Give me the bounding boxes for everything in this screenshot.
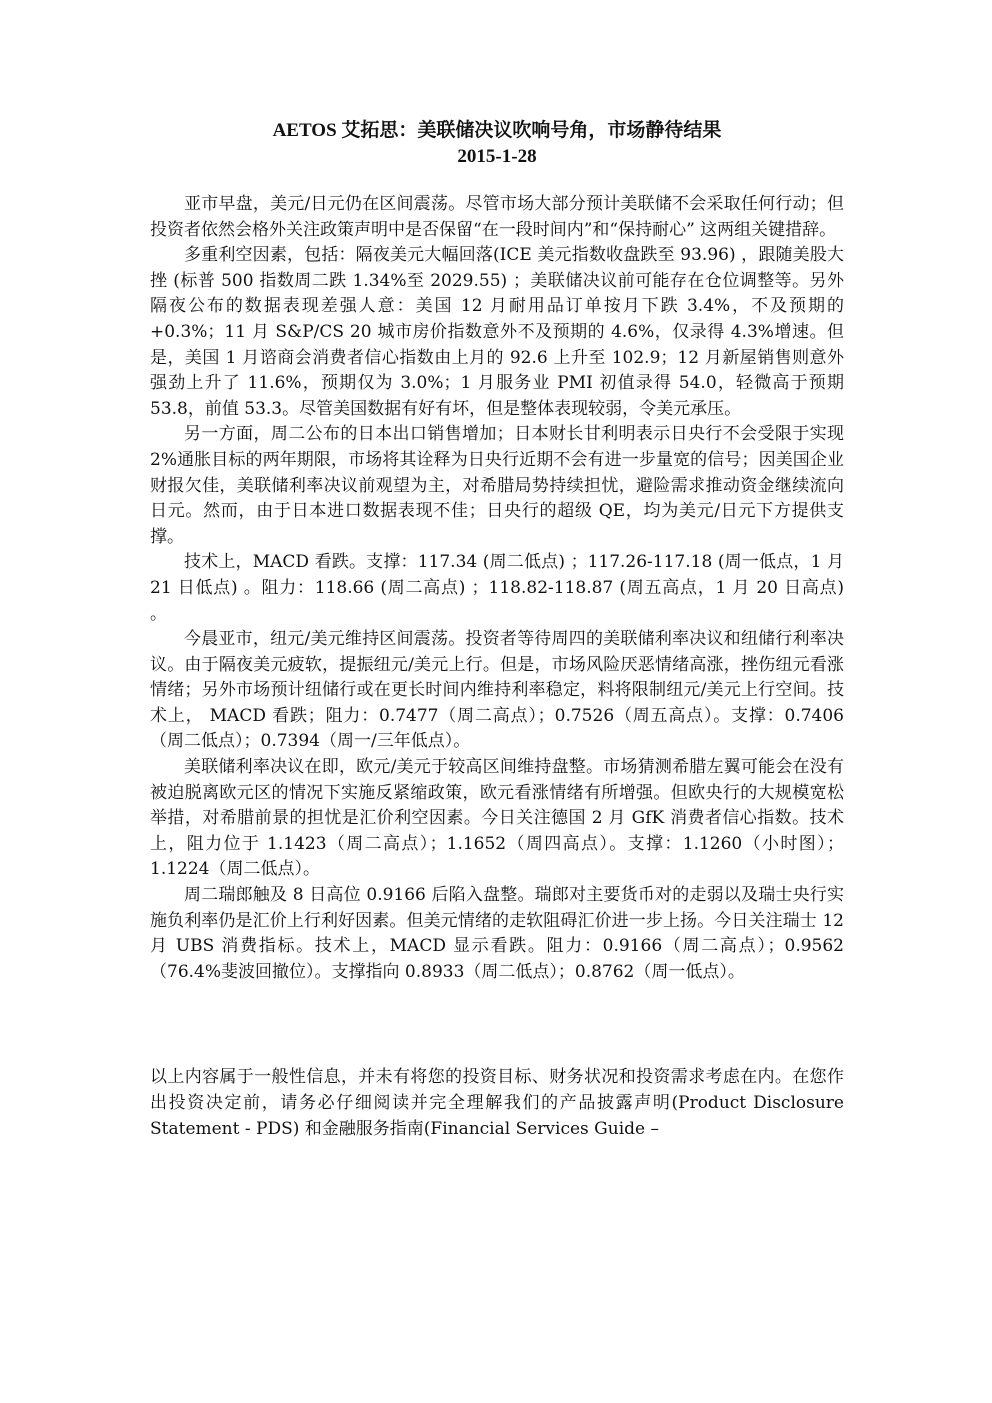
- paragraph-3: 另一方面，周二公布的日本出口销售增加；日本财长甘利明表示日央行不会受限于实现 2%通胀目标的两年期限，市场将其诠释为日央行近期不会有进一步量宽的信号；因美国企业财报欠佳，美联储利率决议前观望为主，对希腊局势持续担忧，避险需求推动资金继续流向日元。然而，由于日本进口数据表现不佳；日央行的超级 QE，均为美元/日元下方提供支撑。: [150, 424, 844, 547]
- disclaimer-text: 以上内容属于一般性信息，并未有将您的投资目标、财务状况和投资需求考虑在内。在您作出投资决定前，请务必仔细阅读并完全理解我们的产品披露声明(Product Disclosure Statement - PDS) 和金融服务指南(Financial Services Guide –: [150, 1067, 844, 1139]
- document-date: 2015-1-28: [457, 146, 537, 167]
- paragraph-6: 美联储利率决议在即，欧元/美元于较高区间维持盘整。市场猜测希腊左翼可能会在没有被迫脱离欧元区的情况下实施反紧缩政策，欧元看涨情绪有所增强。但欧央行的大规模宽松举措，对希腊前景的担忧是汇价利空因素。今日关注德国 2 月 GfK 消费者信心指数。技术上，阻力位于 1.1423（周二高点）；1.1652（周四高点）。支撑：1.1260（小时图）；1.1224（周二低点）。: [150, 757, 844, 880]
- document-page: [150, 118, 844, 1142]
- paragraph-7: 周二瑞郎触及 8 日高位 0.9166 后陷入盘整。瑞郎对主要货币对的走弱以及瑞士央行实施负利率仍是汇价上行利好因素。但美元情绪的走软阻碍汇价进一步上扬。今日关注瑞士 12 月 UBS 消费指标。技术上，MACD 显示看跌。阻力：0.9166（周二高点）；0.9562（76.4%斐波回撤位）。支撑指向 0.8933（周二低点）；0.8762（周一低点）。: [150, 885, 844, 982]
- paragraph-5: 今晨亚市，纽元/美元维持区间震荡。投资者等待周四的美联储利率决议和纽储行利率决议。由于隔夜美元疲软，提振纽元/美元上行。但是，市场风险厌恶情绪高涨，挫伤纽元看涨情绪；另外市场预计纽储行或在更长时间内维持利率稳定，料将限制纽元/美元上行空间。技术上， MACD 看跌；阻力：0.7477（周二高点）；0.7526（周五高点）。支撑：0.7406（周二低点）；0.7394（周一/三年低点）。: [150, 629, 844, 752]
- document-title: AETOS 艾拓思：美联储决议吹响号角，市场静待结果: [272, 120, 722, 141]
- paragraph-1: 亚市早盘，美元/日元仍在区间震荡。尽管市场大部分预计美联储不会采取任何行动；但投资者依然会格外关注政策声明中是否保留“在一段时间内”和“保持耐心” 这两组关键措辞。: [150, 194, 844, 240]
- paragraph-4: 技术上，MACD 看跌。支撑：117.34 (周二低点) ；117.26-117.18 (周一低点，1 月 21 日低点) 。阻力：118.66 (周二高点) ；118.82-118.87 (周五高点，1 月 20 日高点) 。: [150, 552, 844, 624]
- paragraph-2: 多重利空因素，包括：隔夜美元大幅回落(ICE 美元指数收盘跌至 93.96) ，跟随美股大挫 (标普 500 指数周二跌 1.34%至 2029.55) ；美联储决议前可能存在仓位调整等。另外隔夜公布的数据表现差强人意：美国 12 月耐用品订单按月下跌 3.4%，不及预期的+0.3%；11 月 S&P/CS 20 城市房价指数意外不及预期的 4.6%，仅录得 4.3%增速。但是，美国 1 月谘商会消费者信心指数由上月的 92.6 上升至 102.9；12 月新屋销售则意外强劲上升了 11.6%，预期仅为 3.0%；1 月服务业 PMI 初值录得 54.0，轻微高于预期 53.8，前值 53.3。尽管美国数据有好有坏，但是整体表现较弱，令美元承压。: [150, 245, 844, 419]
